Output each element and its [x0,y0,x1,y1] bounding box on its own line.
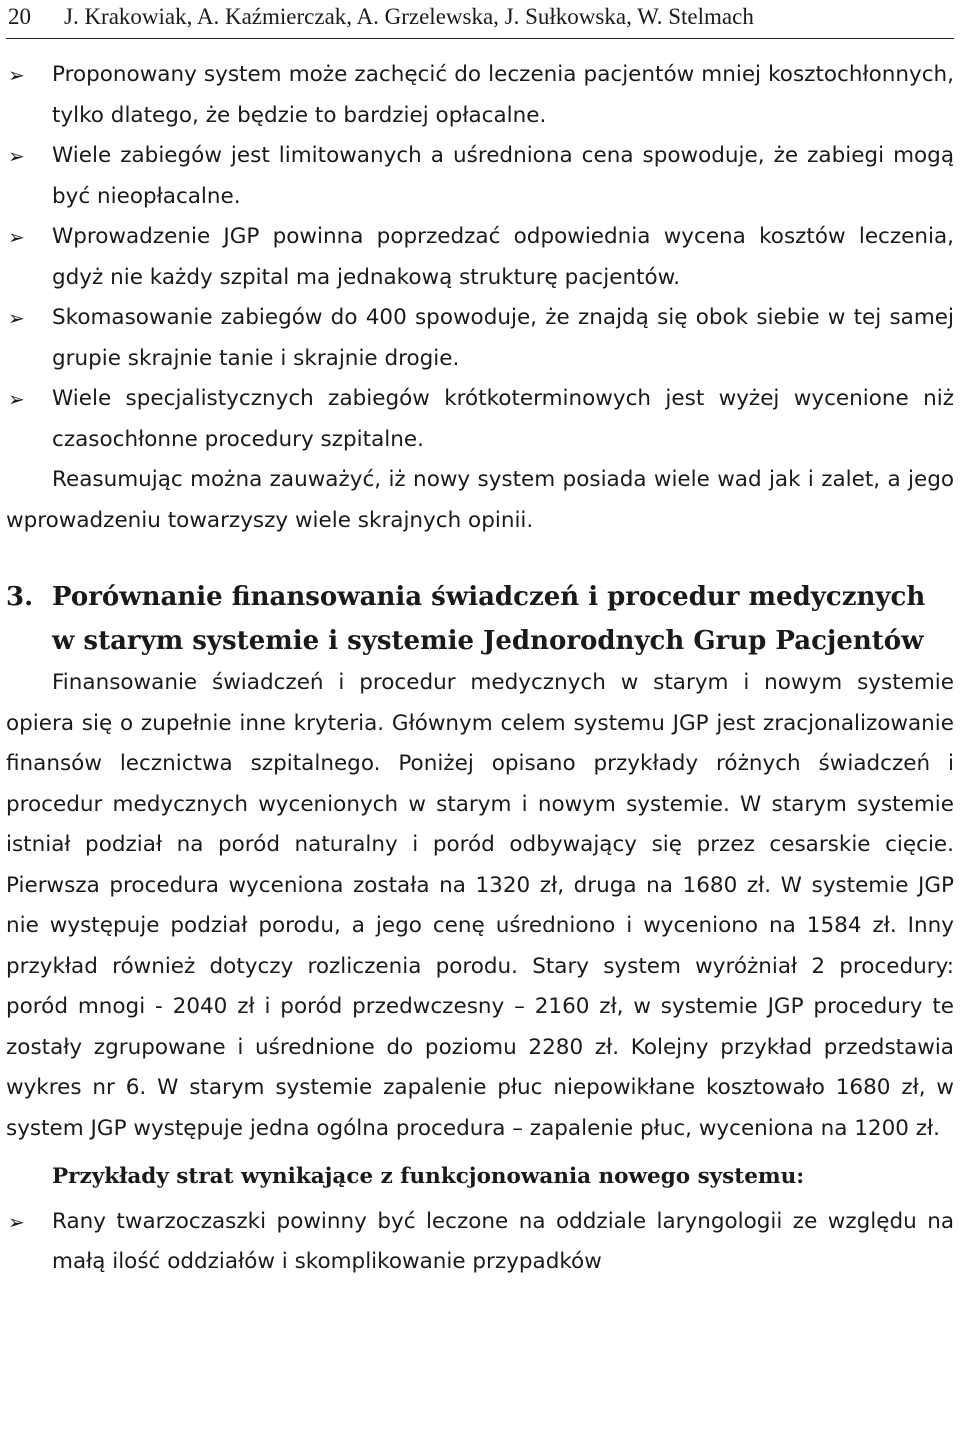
arrow-bullet-icon: ➢ [8,1209,25,1234]
arrow-bullet-icon: ➢ [8,225,25,249]
list-item [6,136,954,217]
page-number: 20 [8,4,31,29]
section-number: 3. [6,582,34,612]
summary-paragraph: Reasumując można zauważyć, iż nowy system posiada wiele wad jak i zalet, a jego wprowadzeniu towarzyszy wiele skrajnych opinii. [6,467,954,533]
list-item [6,1202,954,1283]
arrow-bullet-icon: ➢ [8,144,25,168]
list-item [6,298,954,379]
list-item-text: Wiele zabiegów jest limitowanych a uśredniona cena spowoduje, że zabiegi mogą być nieopłacalne. [52,143,954,209]
arrow-bullet-icon: ➢ [8,63,25,87]
list-item-text: Wiele specjalistycznych zabiegów krótkoterminowych jest wyżej wycenione niż czasochłonne procedury szpitalne. [52,386,954,452]
body-paragraph: Finansowanie świadczeń i procedur medycznych w starym i nowym systemie opiera się o zupełnie inne kryteria. Głównym celem systemu JGP jest zracjonalizowanie finansów lecznictwa szpitalnego. Poniżej opisano przykłady różnych świadczeń i procedur medycznych wycenionych w starym i nowym systemie. W starym systemie istniał podział na poród naturalny i poród odbywający się przez cesarskie cięcie. Pierwsza procedura wyceniona została na 1320 zł, druga na 1680 zł. W systemie JGP nie występuje podział porodu, a jego cenę uśredniono i wyceniono na 1584 zł. Inny przykład również dotyczy rozliczenia porodu. Stary system wyróżniał 2 procedury: poród mnogi - 2040 zł i poród przedwczesny – 2160 zł, w systemie JGP procedury te zostały zgrupowane i uśrednione do poziomu 2280 zł. Kolejny przykład przedstawia wykres nr 6. W starym systemie zapalenie płuc niepowikłane kosztowało 1680 zł, w system JGP występuje jedna ogólna procedura – zapalenie płuc, wyceniona na 1200 zł. [6,670,954,1141]
list-item-text: Proponowany system może zachęcić do leczenia pacjentów mniej kosztochłonnych, tylko dlatego, że będzie to bardziej opłacalne. [52,62,954,128]
losses-list [6,1202,954,1283]
list-item-text: Skomasowanie zabiegów do 400 spowoduje, że znajdą się obok siebie w tej samej grupie skrajnie tanie i skrajnie drogie. [52,305,954,371]
arrow-bullet-icon: ➢ [8,306,25,330]
drawbacks-list [6,55,954,460]
list-item [6,217,954,298]
list-item-text: Wprowadzenie JGP powinna poprzedzać odpowiednia wycena kosztów leczenia, gdyż nie każdy szpital ma jednakową strukturę pacjentów. [52,224,954,290]
section-heading [6,575,954,663]
section-title: Porównanie finansowania świadczeń i procedur medycznych w starym systemie i systemie Jednorodnych Grup Pacjentów [52,582,926,656]
running-header [6,0,954,39]
list-item-text: Rany twarzoczaszki powinny być leczone na oddziale laryngologii ze względu na małą ilość oddziałów i skomplikowanie przypadków [52,1208,954,1274]
arrow-bullet-icon: ➢ [8,387,25,411]
page-content [6,55,954,1283]
header-authors: J. Krakowiak, A. Kaźmierczak, A. Grzelewska, J. Sułkowska, W. Stelmach [64,4,754,29]
list-item [6,55,954,136]
list-item [6,379,954,460]
subheading: Przykłady strat wynikające z funkcjonowania nowego systemu: [52,1164,805,1189]
